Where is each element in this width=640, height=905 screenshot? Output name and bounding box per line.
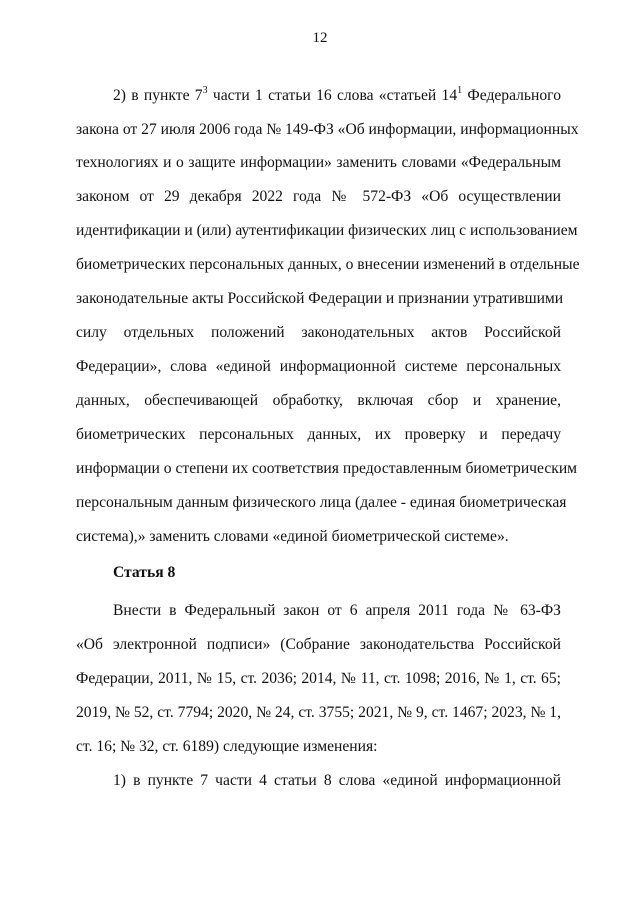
text-line: система),» заменить словами «единой биометрической системе». [76,528,509,545]
text-line: «Об электронной подписи» (Собрание законодательства Российской [76,636,561,653]
text-line: биометрических персональных данных, их проверку и передачу [76,426,561,443]
text-line: идентификации и (или) аутентификации физических лиц с использованием [76,222,578,239]
text-line: данных, обеспечивающей обработку, включая сбор и хранение, [76,392,561,409]
text-fragment: 2) в пункте 7 [113,87,203,104]
text-line: биометрических персональных данных, о внесении изменений в отдельные [76,256,580,273]
superscript: 1 [457,84,463,96]
text-line: 2019, № 52, ст. 7794; 2020, № 24, ст. 3755; 2021, № 9, ст. 1467; 2023, № 1, [76,704,561,721]
text-line: Федерации, 2011, № 15, ст. 2036; 2014, № 11, ст. 1098; 2016, № 1, ст. 65; [76,670,561,687]
text-line: законом от 29 декабря 2022 года № 572-ФЗ «Об осуществлении [76,188,561,205]
text-line: технологиях и о защите информации» заменить словами «Федеральным [76,154,561,171]
text-fragment: части 1 статьи 16 слова «статьей 14 [207,87,458,104]
paragraph-3-line-1: Внести в Федеральный закон от 6 апреля 2011 года № 63-ФЗ [113,602,561,619]
text-line: закона от 27 июля 2006 года № 149-ФЗ «Об информации, информационных [76,121,579,138]
paragraph-2-line-1 [113,86,561,106]
page-number: 12 [312,30,328,46]
text-line: законодательные акты Российской Федерации и признании утратившими [76,290,564,307]
text-line: информации о степени их соответствия предоставленным биометрическим [76,460,578,477]
text-line: силу отдельных положений законодательных актов Российской [76,324,561,341]
text-line: персональным данным физического лица (далее - единая биометрическая [76,494,567,511]
text-fragment: Федерального [462,87,561,104]
text-line: ст. 16; № 32, ст. 6189) следующие изменения: [76,738,378,755]
article-heading: Статья 8 [113,564,176,581]
paragraph-4-line-1: 1) в пункте 7 части 4 статьи 8 слова «единой информационной [113,772,561,789]
superscript: 3 [202,84,208,96]
text-line: Федерации», слова «единой информационной системе персональных [76,358,561,375]
